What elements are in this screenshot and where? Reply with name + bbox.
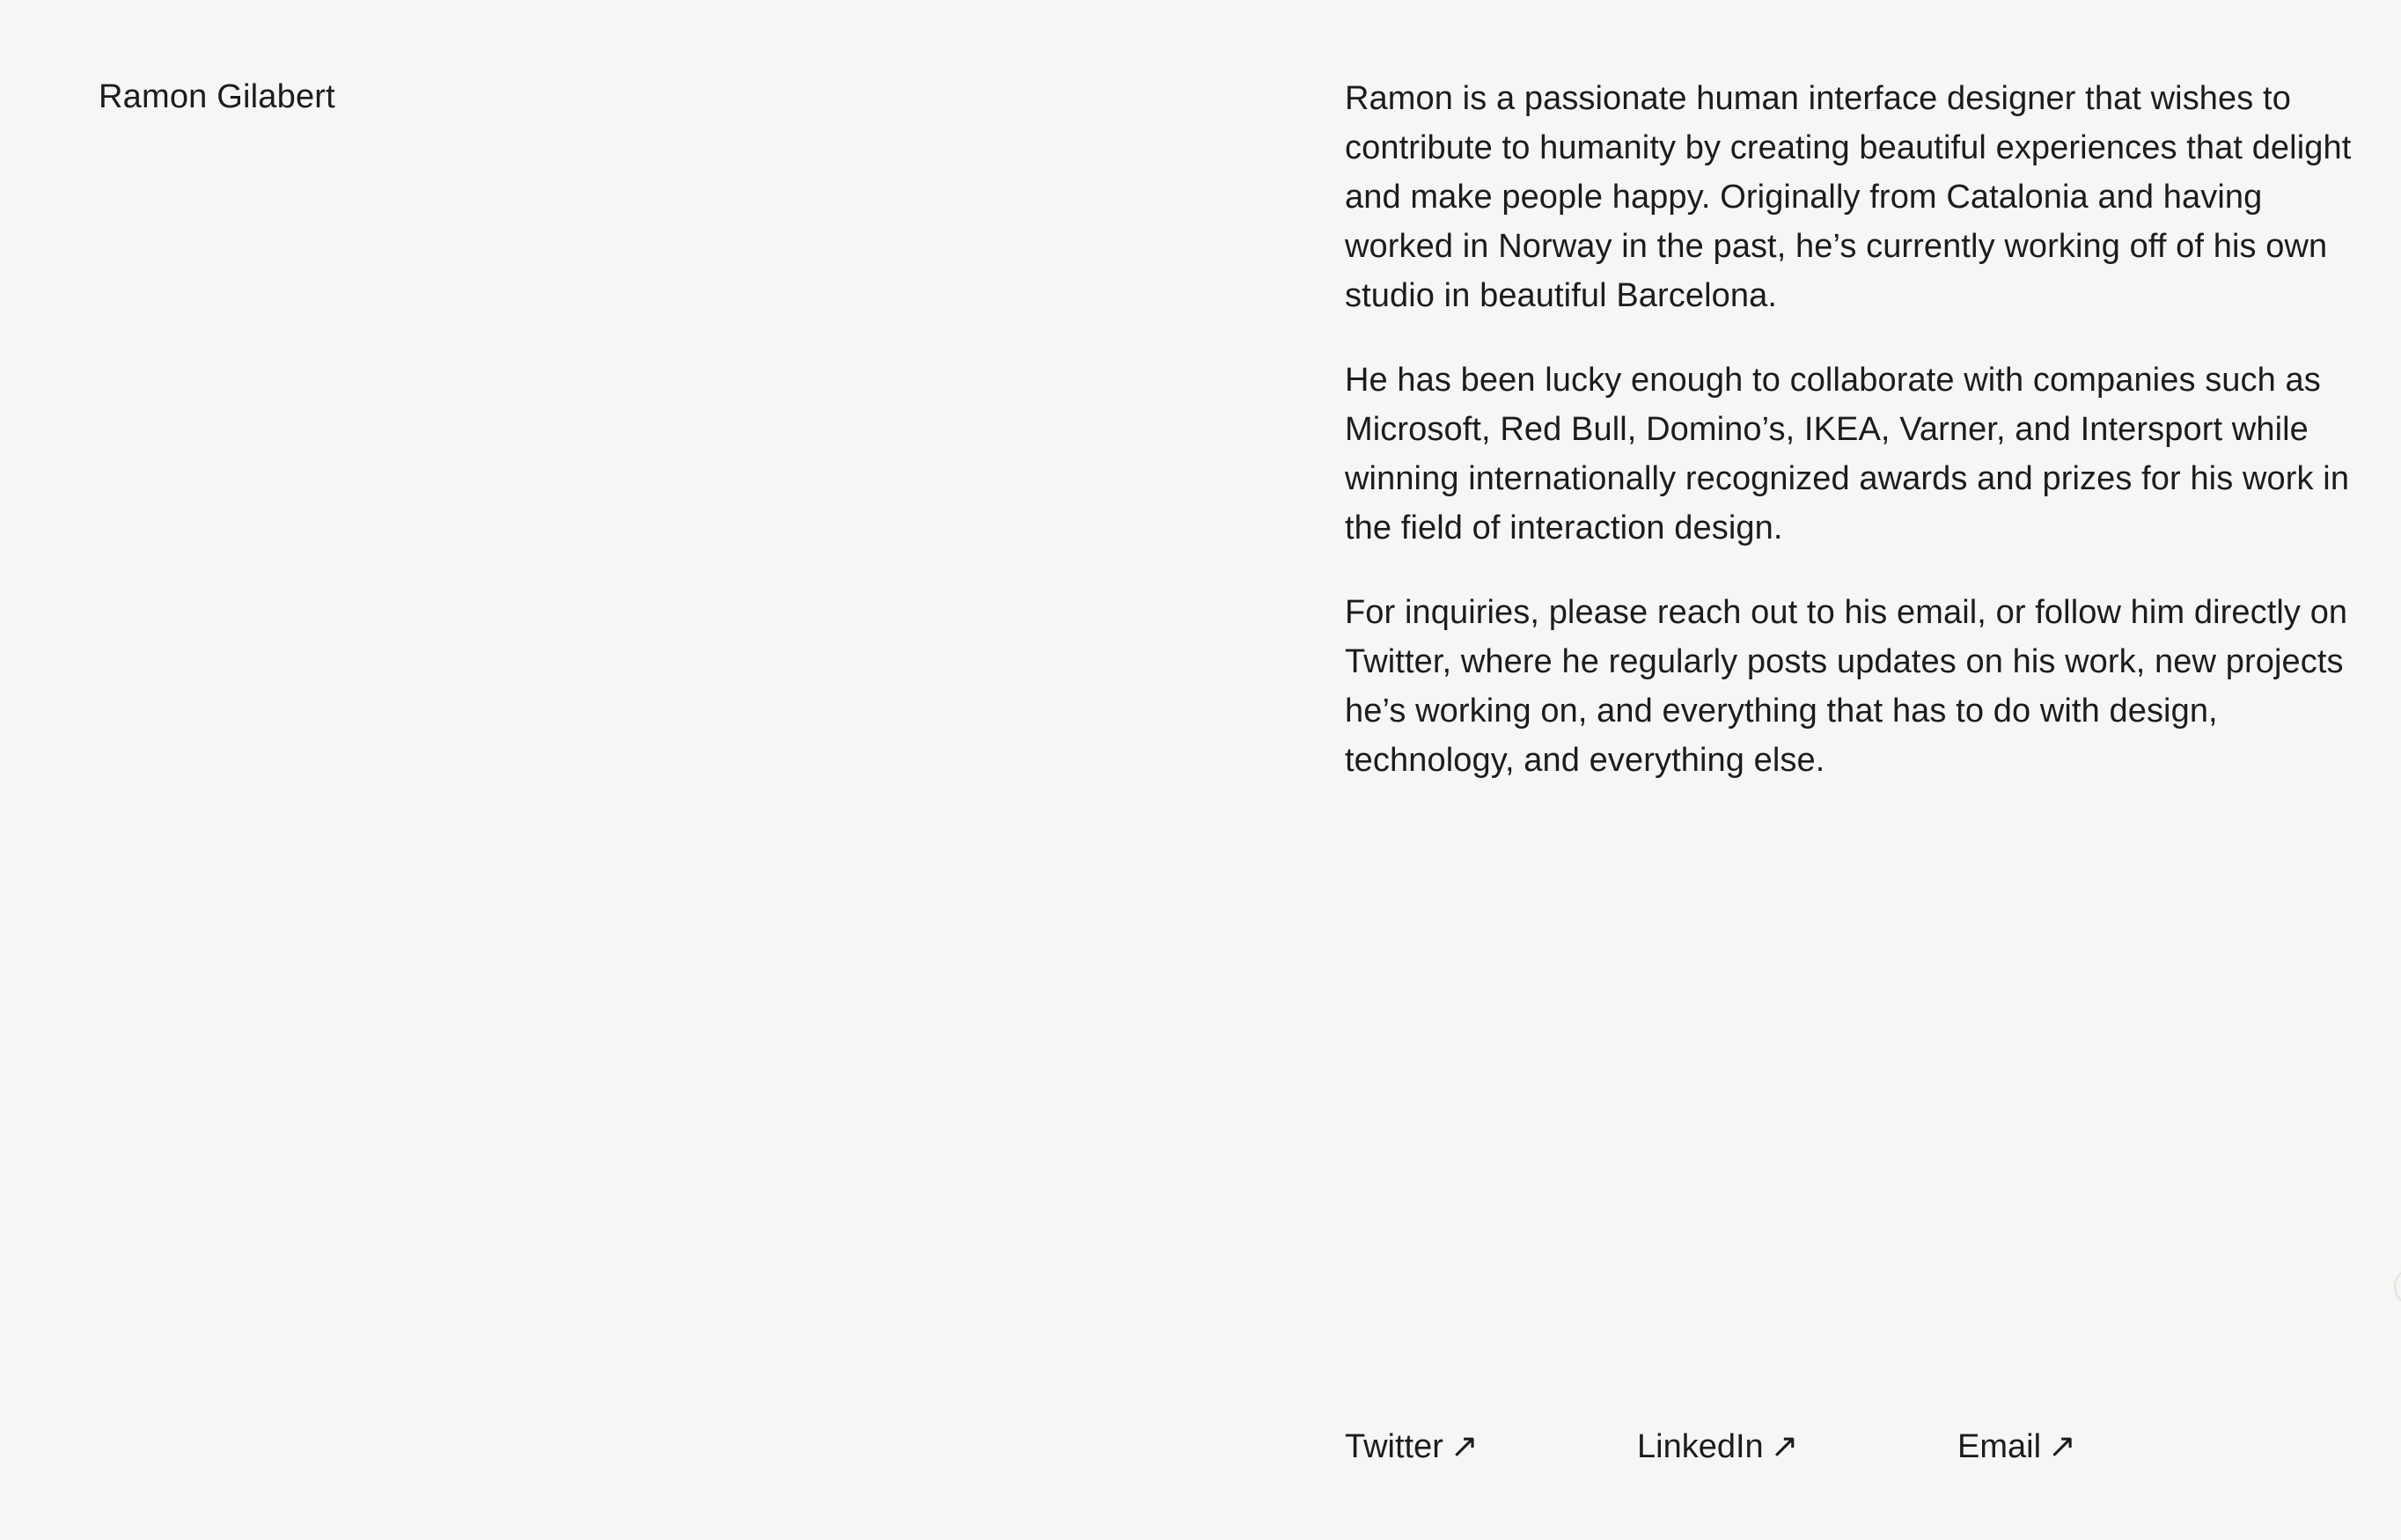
linkedin-link[interactable] [1637, 1422, 1799, 1471]
bio-paragraph-intro: Ramon is a passionate human interface designer that wishes to contribute to humanity by creating beautiful experiences that delight and make people happy. Originally from Catalonia and having worked in Norway in the past, he’s currently working off of his own studio in beautiful Barcelona. [1345, 80, 2352, 314]
linkedin-link-label: LinkedIn [1637, 1428, 1764, 1465]
bio-paragraph-clients: He has been lucky enough to collaborate with companies such as Microsoft, Red Bull, Domino’s, IKEA, Varner, and Intersport while winning internationally recognized awards and prizes for his work in the field of interaction design. [1345, 362, 2350, 546]
arrow-up-right-icon: ↗ [1770, 1428, 1799, 1465]
email-link[interactable] [1957, 1422, 2076, 1471]
bio-paragraph-contact: For inquiries, please reach out to his email, or follow him directly on Twitter, where he regularly posts updates on his work, new projects he’s working on, and everything that has to do with design, technology, and everything else. [1345, 594, 2348, 779]
edge-circle-icon [2394, 1267, 2401, 1306]
social-links [1345, 1422, 2366, 1471]
bio-section [1345, 74, 2366, 820]
arrow-up-right-icon: ↗ [1450, 1428, 1479, 1465]
arrow-up-right-icon: ↗ [2048, 1428, 2076, 1465]
twitter-link-label: Twitter [1345, 1428, 1443, 1465]
twitter-link[interactable] [1345, 1422, 1479, 1471]
site-name[interactable]: Ramon Gilabert [99, 78, 335, 115]
email-link-label: Email [1957, 1428, 2042, 1465]
